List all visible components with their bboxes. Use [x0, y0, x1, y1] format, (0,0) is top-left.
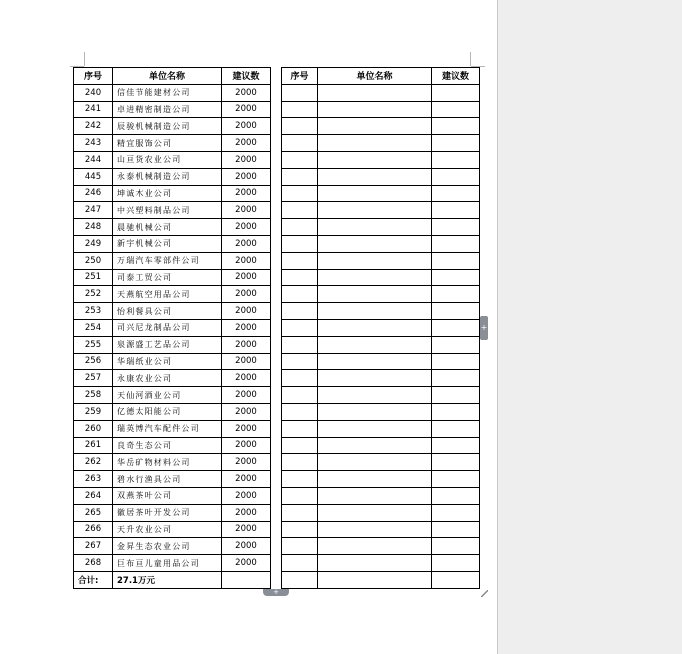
empty-cell[interactable] — [318, 185, 432, 202]
row-name-cell[interactable]: 信佳节能建材公司 — [113, 84, 222, 101]
row-no-cell[interactable]: 250 — [74, 252, 113, 269]
table-row — [74, 202, 271, 219]
table-row — [74, 118, 271, 135]
row-name-cell[interactable]: 碧水行渔具公司 — [113, 471, 222, 488]
empty-row — [282, 219, 480, 236]
empty-cell[interactable] — [318, 118, 432, 135]
row-count-cell[interactable]: 2000 — [222, 84, 271, 101]
row-count-cell[interactable]: 2000 — [222, 437, 271, 454]
empty-cell[interactable] — [432, 202, 480, 219]
row-count-cell[interactable]: 2000 — [222, 420, 271, 437]
row-count-cell[interactable]: 2000 — [222, 387, 271, 404]
empty-row — [282, 437, 480, 454]
empty-cell[interactable] — [318, 420, 432, 437]
row-no-cell[interactable]: 263 — [74, 471, 113, 488]
empty-row — [282, 336, 480, 353]
empty-cell[interactable] — [282, 101, 318, 118]
table-header-row — [74, 68, 271, 85]
row-no-cell[interactable]: 244 — [74, 151, 113, 168]
empty-row — [282, 403, 480, 420]
left-table — [73, 67, 271, 589]
crop-mark-top-right — [470, 52, 471, 66]
header-name: 单位名称 — [318, 68, 432, 85]
row-count-cell[interactable]: 2000 — [222, 504, 271, 521]
row-name-cell[interactable]: 华岳矿物材料公司 — [113, 454, 222, 471]
empty-cell[interactable] — [318, 151, 432, 168]
empty-cell[interactable] — [432, 118, 480, 135]
empty-cell[interactable] — [282, 420, 318, 437]
empty-cell[interactable] — [432, 336, 480, 353]
row-count-cell[interactable]: 2000 — [222, 336, 271, 353]
row-no-cell[interactable]: 258 — [74, 387, 113, 404]
row-count-cell[interactable]: 2000 — [222, 538, 271, 555]
empty-cell[interactable] — [318, 202, 432, 219]
row-count-cell[interactable]: 2000 — [222, 235, 271, 252]
row-no-cell[interactable]: 256 — [74, 353, 113, 370]
empty-row — [282, 185, 480, 202]
empty-row — [282, 538, 480, 555]
empty-cell[interactable] — [282, 168, 318, 185]
row-count-cell[interactable]: 2000 — [222, 286, 271, 303]
row-no-cell[interactable]: 445 — [74, 168, 113, 185]
row-name-cell[interactable]: 司泰工贸公司 — [113, 269, 222, 286]
empty-cell[interactable] — [282, 454, 318, 471]
row-no-cell[interactable]: 257 — [74, 370, 113, 387]
empty-cell[interactable] — [432, 303, 480, 320]
table-row — [74, 235, 271, 252]
empty-row — [282, 454, 480, 471]
row-name-cell[interactable]: 永泰机械制造公司 — [113, 168, 222, 185]
table-row — [74, 252, 271, 269]
row-name-cell[interactable]: 良奇生态公司 — [113, 437, 222, 454]
empty-row — [282, 555, 480, 572]
empty-cell[interactable] — [432, 521, 480, 538]
empty-cell[interactable] — [432, 370, 480, 387]
empty-cell[interactable] — [432, 319, 480, 336]
empty-cell[interactable] — [318, 319, 432, 336]
table-row — [74, 487, 271, 504]
row-name-cell[interactable]: 司兴尼龙制品公司 — [113, 319, 222, 336]
empty-cell[interactable] — [318, 370, 432, 387]
row-no-cell[interactable]: 246 — [74, 185, 113, 202]
row-name-cell[interactable]: 瑞英博汽车配件公司 — [113, 420, 222, 437]
empty-cell[interactable] — [432, 168, 480, 185]
empty-cell[interactable] — [318, 387, 432, 404]
empty-cell[interactable] — [432, 454, 480, 471]
empty-row — [282, 487, 480, 504]
empty-cell[interactable] — [282, 303, 318, 320]
table-row — [74, 555, 271, 572]
row-name-cell[interactable]: 亿德太阳能公司 — [113, 403, 222, 420]
row-no-cell[interactable]: 240 — [74, 84, 113, 101]
row-no-cell[interactable]: 242 — [74, 118, 113, 135]
empty-cell[interactable] — [282, 538, 318, 555]
empty-row — [282, 471, 480, 488]
row-name-cell[interactable]: 坤诚木业公司 — [113, 185, 222, 202]
table-row — [74, 303, 271, 320]
row-count-cell[interactable]: 2000 — [222, 118, 271, 135]
empty-cell[interactable] — [318, 403, 432, 420]
header-no: 序号 — [74, 68, 113, 85]
empty-cell[interactable] — [282, 487, 318, 504]
empty-cell[interactable] — [318, 521, 432, 538]
row-name-cell[interactable]: 中兴塑料制品公司 — [113, 202, 222, 219]
row-no-cell[interactable]: 267 — [74, 538, 113, 555]
row-name-cell[interactable]: 精宜服饰公司 — [113, 135, 222, 152]
row-no-cell[interactable]: 251 — [74, 269, 113, 286]
table-row — [74, 286, 271, 303]
empty-cell[interactable] — [318, 84, 432, 101]
empty-cell[interactable] — [282, 202, 318, 219]
table-row — [74, 454, 271, 471]
empty-cell[interactable] — [222, 571, 271, 588]
empty-cell[interactable] — [282, 135, 318, 152]
row-name-cell[interactable]: 新宇机械公司 — [113, 235, 222, 252]
empty-cell[interactable] — [282, 286, 318, 303]
empty-cell[interactable] — [282, 84, 318, 101]
row-count-cell[interactable]: 2000 — [222, 454, 271, 471]
row-no-cell[interactable]: 243 — [74, 135, 113, 152]
empty-cell[interactable] — [432, 504, 480, 521]
empty-cell[interactable] — [318, 538, 432, 555]
empty-cell[interactable] — [432, 437, 480, 454]
empty-cell[interactable] — [432, 269, 480, 286]
table-row — [74, 336, 271, 353]
empty-cell[interactable] — [432, 286, 480, 303]
empty-cell[interactable] — [282, 370, 318, 387]
table-row — [74, 101, 271, 118]
empty-cell[interactable] — [282, 151, 318, 168]
empty-cell[interactable] — [318, 303, 432, 320]
empty-cell[interactable] — [318, 269, 432, 286]
empty-cell[interactable] — [432, 353, 480, 370]
table-header-row — [282, 68, 480, 85]
empty-row — [282, 269, 480, 286]
empty-cell[interactable] — [432, 252, 480, 269]
row-no-cell[interactable]: 259 — [74, 403, 113, 420]
empty-cell[interactable] — [318, 487, 432, 504]
empty-cell[interactable] — [318, 571, 432, 588]
row-no-cell[interactable]: 261 — [74, 437, 113, 454]
row-name-cell[interactable]: 永康农业公司 — [113, 370, 222, 387]
row-name-cell[interactable]: 金昇生态农业公司 — [113, 538, 222, 555]
empty-cell[interactable] — [318, 101, 432, 118]
table-row — [74, 504, 271, 521]
row-count-cell[interactable]: 2000 — [222, 303, 271, 320]
empty-cell[interactable] — [432, 84, 480, 101]
row-name-cell[interactable]: 天仙河酒业公司 — [113, 387, 222, 404]
table-row — [74, 269, 271, 286]
empty-cell[interactable] — [432, 420, 480, 437]
row-no-cell[interactable]: 264 — [74, 487, 113, 504]
empty-row — [282, 303, 480, 320]
empty-row — [282, 420, 480, 437]
empty-cell[interactable] — [282, 118, 318, 135]
empty-cell[interactable] — [282, 437, 318, 454]
empty-cell[interactable] — [432, 151, 480, 168]
add-row-handle[interactable]: + — [263, 589, 289, 596]
empty-cell[interactable] — [282, 319, 318, 336]
empty-cell[interactable] — [282, 387, 318, 404]
table-resize-grip[interactable] — [481, 590, 488, 597]
empty-cell[interactable] — [318, 286, 432, 303]
row-count-cell[interactable]: 2000 — [222, 202, 271, 219]
row-count-cell[interactable]: 2000 — [222, 151, 271, 168]
row-count-cell[interactable]: 2000 — [222, 319, 271, 336]
table-row — [74, 84, 271, 101]
empty-cell[interactable] — [282, 336, 318, 353]
row-no-cell[interactable]: 262 — [74, 454, 113, 471]
empty-row — [282, 118, 480, 135]
row-count-cell[interactable]: 2000 — [222, 370, 271, 387]
workspace-gutter — [497, 0, 682, 654]
empty-cell[interactable] — [432, 235, 480, 252]
empty-cell[interactable] — [282, 521, 318, 538]
row-name-cell[interactable]: 泉源盛工艺品公司 — [113, 336, 222, 353]
empty-cell[interactable] — [318, 252, 432, 269]
empty-cell[interactable] — [282, 235, 318, 252]
table-row — [74, 185, 271, 202]
row-count-cell[interactable]: 2000 — [222, 101, 271, 118]
row-no-cell[interactable]: 241 — [74, 101, 113, 118]
empty-row — [282, 387, 480, 404]
row-name-cell[interactable]: 晨驰机械公司 — [113, 219, 222, 236]
row-name-cell[interactable]: 卓进精密制造公司 — [113, 101, 222, 118]
empty-row — [282, 135, 480, 152]
table-row — [74, 437, 271, 454]
empty-cell[interactable] — [318, 471, 432, 488]
row-name-cell[interactable]: 万瑞汽车零部件公司 — [113, 252, 222, 269]
row-no-cell[interactable]: 252 — [74, 286, 113, 303]
empty-cell[interactable] — [282, 252, 318, 269]
header-count: 建议数 — [432, 68, 480, 85]
empty-row — [282, 521, 480, 538]
empty-cell[interactable] — [282, 471, 318, 488]
row-name-cell[interactable]: 徽居茶叶开发公司 — [113, 504, 222, 521]
table-row — [74, 387, 271, 404]
empty-row — [282, 84, 480, 101]
row-no-cell[interactable]: 253 — [74, 303, 113, 320]
row-count-cell[interactable]: 2000 — [222, 471, 271, 488]
empty-cell[interactable] — [282, 269, 318, 286]
table-row — [74, 420, 271, 437]
row-no-cell[interactable]: 254 — [74, 319, 113, 336]
empty-cell[interactable] — [432, 487, 480, 504]
row-name-cell[interactable]: 辰骏机械制造公司 — [113, 118, 222, 135]
row-no-cell[interactable]: 266 — [74, 521, 113, 538]
table-row — [74, 353, 271, 370]
row-no-cell[interactable]: 248 — [74, 219, 113, 236]
empty-row — [282, 151, 480, 168]
table-row — [74, 219, 271, 236]
table-row — [74, 471, 271, 488]
total-value: 27.1万元 — [113, 571, 222, 588]
row-name-cell[interactable]: 天燕航空用品公司 — [113, 286, 222, 303]
empty-cell[interactable] — [318, 437, 432, 454]
row-count-cell[interactable]: 2000 — [222, 185, 271, 202]
right-table — [281, 67, 480, 589]
add-column-handle[interactable]: + — [480, 316, 488, 340]
empty-cell[interactable] — [432, 471, 480, 488]
empty-row — [282, 319, 480, 336]
empty-cell[interactable] — [282, 353, 318, 370]
row-count-cell[interactable]: 2000 — [222, 487, 271, 504]
empty-cell[interactable] — [432, 135, 480, 152]
row-no-cell[interactable]: 265 — [74, 504, 113, 521]
row-no-cell[interactable]: 249 — [74, 235, 113, 252]
crop-mark-top-left — [84, 52, 85, 66]
row-count-cell[interactable]: 2000 — [222, 135, 271, 152]
empty-cell[interactable] — [318, 235, 432, 252]
empty-row — [282, 370, 480, 387]
table-row — [74, 521, 271, 538]
empty-cell[interactable] — [282, 185, 318, 202]
empty-row — [282, 571, 480, 588]
table-row — [74, 403, 271, 420]
empty-cell[interactable] — [282, 403, 318, 420]
empty-cell[interactable] — [318, 555, 432, 572]
row-count-cell[interactable]: 2000 — [222, 353, 271, 370]
empty-cell[interactable] — [318, 219, 432, 236]
empty-row — [282, 252, 480, 269]
row-no-cell[interactable]: 255 — [74, 336, 113, 353]
row-name-cell[interactable]: 双燕茶叶公司 — [113, 487, 222, 504]
row-count-cell[interactable]: 2000 — [222, 555, 271, 572]
row-name-cell[interactable]: 华瑞纸业公司 — [113, 353, 222, 370]
empty-cell[interactable] — [432, 571, 480, 588]
header-no: 序号 — [282, 68, 318, 85]
empty-cell[interactable] — [282, 504, 318, 521]
table-row — [74, 319, 271, 336]
table-row — [74, 168, 271, 185]
empty-cell[interactable] — [318, 504, 432, 521]
table-row — [74, 135, 271, 152]
header-count: 建议数 — [222, 68, 271, 85]
empty-row — [282, 101, 480, 118]
empty-row — [282, 286, 480, 303]
empty-row — [282, 168, 480, 185]
row-name-cell[interactable]: 怡利餐具公司 — [113, 303, 222, 320]
empty-cell[interactable] — [282, 219, 318, 236]
total-row — [74, 571, 271, 588]
empty-row — [282, 235, 480, 252]
empty-cell[interactable] — [432, 387, 480, 404]
row-count-cell[interactable]: 2000 — [222, 252, 271, 269]
empty-cell[interactable] — [318, 135, 432, 152]
empty-cell[interactable] — [318, 353, 432, 370]
row-no-cell[interactable]: 247 — [74, 202, 113, 219]
empty-cell[interactable] — [432, 185, 480, 202]
row-no-cell[interactable]: 268 — [74, 555, 113, 572]
empty-row — [282, 504, 480, 521]
empty-cell[interactable] — [432, 101, 480, 118]
empty-cell[interactable] — [282, 555, 318, 572]
table-row — [74, 370, 271, 387]
table-row — [74, 151, 271, 168]
row-name-cell[interactable]: 山亘货农业公司 — [113, 151, 222, 168]
table-row — [74, 538, 271, 555]
row-count-cell[interactable]: 2000 — [222, 521, 271, 538]
total-label: 合计: — [74, 571, 113, 588]
empty-cell[interactable] — [432, 219, 480, 236]
row-name-cell[interactable]: 天升农业公司 — [113, 521, 222, 538]
row-name-cell[interactable]: 巨布亘儿童用品公司 — [113, 555, 222, 572]
empty-cell[interactable] — [318, 336, 432, 353]
empty-cell[interactable] — [282, 571, 318, 588]
row-count-cell[interactable]: 2000 — [222, 168, 271, 185]
row-count-cell[interactable]: 2000 — [222, 269, 271, 286]
empty-row — [282, 202, 480, 219]
empty-cell[interactable] — [318, 168, 432, 185]
empty-cell[interactable] — [432, 538, 480, 555]
empty-cell[interactable] — [432, 555, 480, 572]
empty-cell[interactable] — [432, 403, 480, 420]
empty-row — [282, 353, 480, 370]
row-count-cell[interactable]: 2000 — [222, 219, 271, 236]
row-no-cell[interactable]: 260 — [74, 420, 113, 437]
empty-cell[interactable] — [318, 454, 432, 471]
row-count-cell[interactable]: 2000 — [222, 403, 271, 420]
header-name: 单位名称 — [113, 68, 222, 85]
